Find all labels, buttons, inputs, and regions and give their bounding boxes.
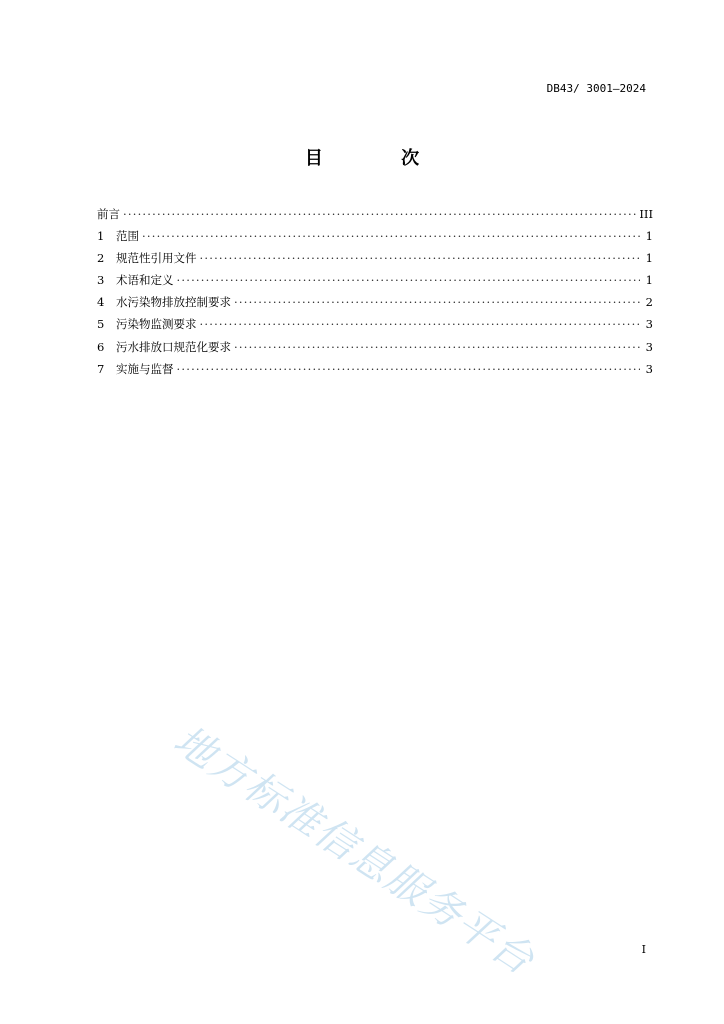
toc-entry-2[interactable] [97,249,653,271]
toc-entry-label: 水污染物排放控制要求 [116,295,231,310]
page-title: 目 次 [304,148,456,169]
toc-entry-number: 3 [97,273,105,288]
toc-leader-dots [142,227,640,245]
toc-leader-dots [123,205,636,223]
toc-entry-page: III [639,207,653,221]
toc-entry-foreword[interactable] [97,205,653,227]
toc-entry-page: 3 [645,339,653,354]
toc-entry-7[interactable] [97,360,653,382]
toc-entry-number: 6 [97,339,105,354]
toc-entry-number: 7 [97,361,105,376]
toc-leader-dots [200,249,641,267]
standard-code: DB43/ 3001—2024 [546,82,646,95]
watermark: 地方标准信息服务平台 [165,717,543,985]
toc-leader-dots [234,293,640,311]
toc-entry-page: 1 [645,273,653,288]
toc-entry-label: 污水排放口规范化要求 [116,339,231,354]
toc-leader-dots [177,271,641,289]
toc-entry-number: 2 [97,251,105,266]
toc-entry-label: 前言 [97,207,120,221]
toc-entry-page: 1 [645,251,653,266]
toc-entry-page: 3 [645,317,653,332]
toc-entry-number: 4 [97,295,105,310]
toc-entry-label: 术语和定义 [116,273,174,288]
toc-entry-label: 污染物监测要求 [116,317,197,332]
toc-entry-label: 范围 [116,229,139,244]
toc-entry-label: 实施与监督 [116,361,174,376]
toc-entry-number: 1 [97,229,105,244]
toc-entry-3[interactable] [97,271,653,293]
toc-entry-page: 2 [645,295,653,310]
toc-leader-dots [200,315,641,333]
toc-entry-5[interactable] [97,315,653,337]
toc-leader-dots [234,338,640,356]
toc-entry-1[interactable] [97,227,653,249]
toc-entry-6[interactable] [97,338,653,360]
table-of-contents [97,205,653,382]
toc-entry-page: 1 [645,229,653,244]
toc-entry-page: 3 [645,361,653,376]
page-number: I [641,943,646,956]
toc-entry-label: 规范性引用文件 [116,251,197,266]
toc-leader-dots [177,360,641,378]
toc-entry-number: 5 [97,317,105,332]
toc-entry-4[interactable] [97,293,653,315]
